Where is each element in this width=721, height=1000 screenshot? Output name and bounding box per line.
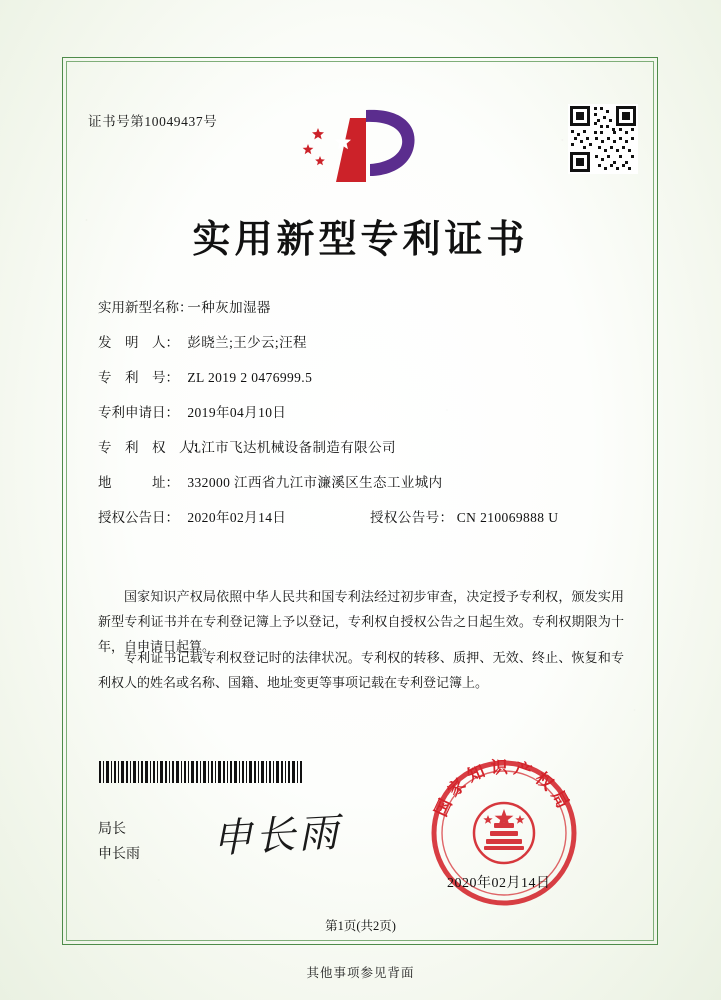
field-value-patent-number: ZL 2019 2 0476999.5 (187, 370, 313, 385)
cnipa-logo (296, 104, 422, 190)
certificate-number: 证书号第10049437号 (88, 114, 218, 129)
field-label-application-date: 专利申请日： (98, 405, 179, 420)
certificate-fields (98, 296, 638, 541)
field-label-patent-number: 专 利 号： (98, 370, 179, 385)
legal-paragraph-2: 专利证书记载专利权登记时的法律状况。专利权的转移、质押、无效、终止、恢复和专利权人的姓名或名称、国籍、地址变更等事项记载在专利登记簿上。 (98, 650, 624, 690)
field-row-address (98, 471, 638, 506)
seal-outer-text: 国家知识产权局 (431, 757, 576, 820)
field-label-name: 实用新型名称： (98, 300, 193, 315)
field-row-name (98, 296, 638, 331)
svg-text:国家知识产权局 (431, 758, 575, 820)
field-label-inventor: 发 明 人： (98, 335, 179, 350)
field-label-patentee: 专 利 权 人： (98, 440, 206, 455)
field-value-inventor: 彭晓兰;王少云;汪程 (187, 335, 307, 350)
field-row-inventor (98, 331, 638, 366)
field-value-name: 一种灰加湿器 (187, 300, 271, 315)
field-value-grant-publication-no: CN 210069888 U (456, 510, 559, 525)
page-title: 实用新型专利证书 (192, 217, 529, 261)
field-label-grant-date: 授权公告日： (98, 510, 179, 525)
field-row-application-date (98, 401, 638, 436)
footer-note: 其他事项参见背面 (306, 966, 415, 980)
legal-paragraph-1: 国家知识产权局依照中华人民共和国专利法经过初步审查，决定授予专利权，颁发实用新型专利证书并在专利登记簿上予以登记，专利权自授权公告之日起生效。专利权期限为十年，自申请日起算。 (98, 589, 624, 654)
signature-role: 局长 (98, 822, 126, 837)
barcode (99, 761, 304, 783)
field-value-address: 332000 江西省九江市濂溪区生态工业城内 (187, 475, 443, 490)
signature-name: 申长雨 (98, 847, 140, 862)
field-value-grant-date: 2020年02月14日 (187, 510, 287, 525)
field-row-patentee (98, 436, 638, 471)
seal-date: 2020年02月14日 (447, 876, 551, 891)
field-row-patent-number (98, 366, 638, 401)
handwritten-signature: 申长雨 (211, 809, 343, 863)
field-label-grant-publication-no: 授权公告号： (370, 510, 454, 525)
signature-block (98, 817, 140, 867)
grant-publication-pair (370, 506, 558, 526)
qr-code (568, 104, 638, 174)
field-label-address: 地 址： (98, 475, 179, 490)
page-indicator: 第1页(共2页) (325, 919, 396, 933)
field-value-patentee: 九江市飞达机械设备制造有限公司 (187, 440, 396, 455)
field-value-application-date: 2019年04月10日 (187, 405, 287, 420)
field-row-grant (98, 506, 638, 541)
